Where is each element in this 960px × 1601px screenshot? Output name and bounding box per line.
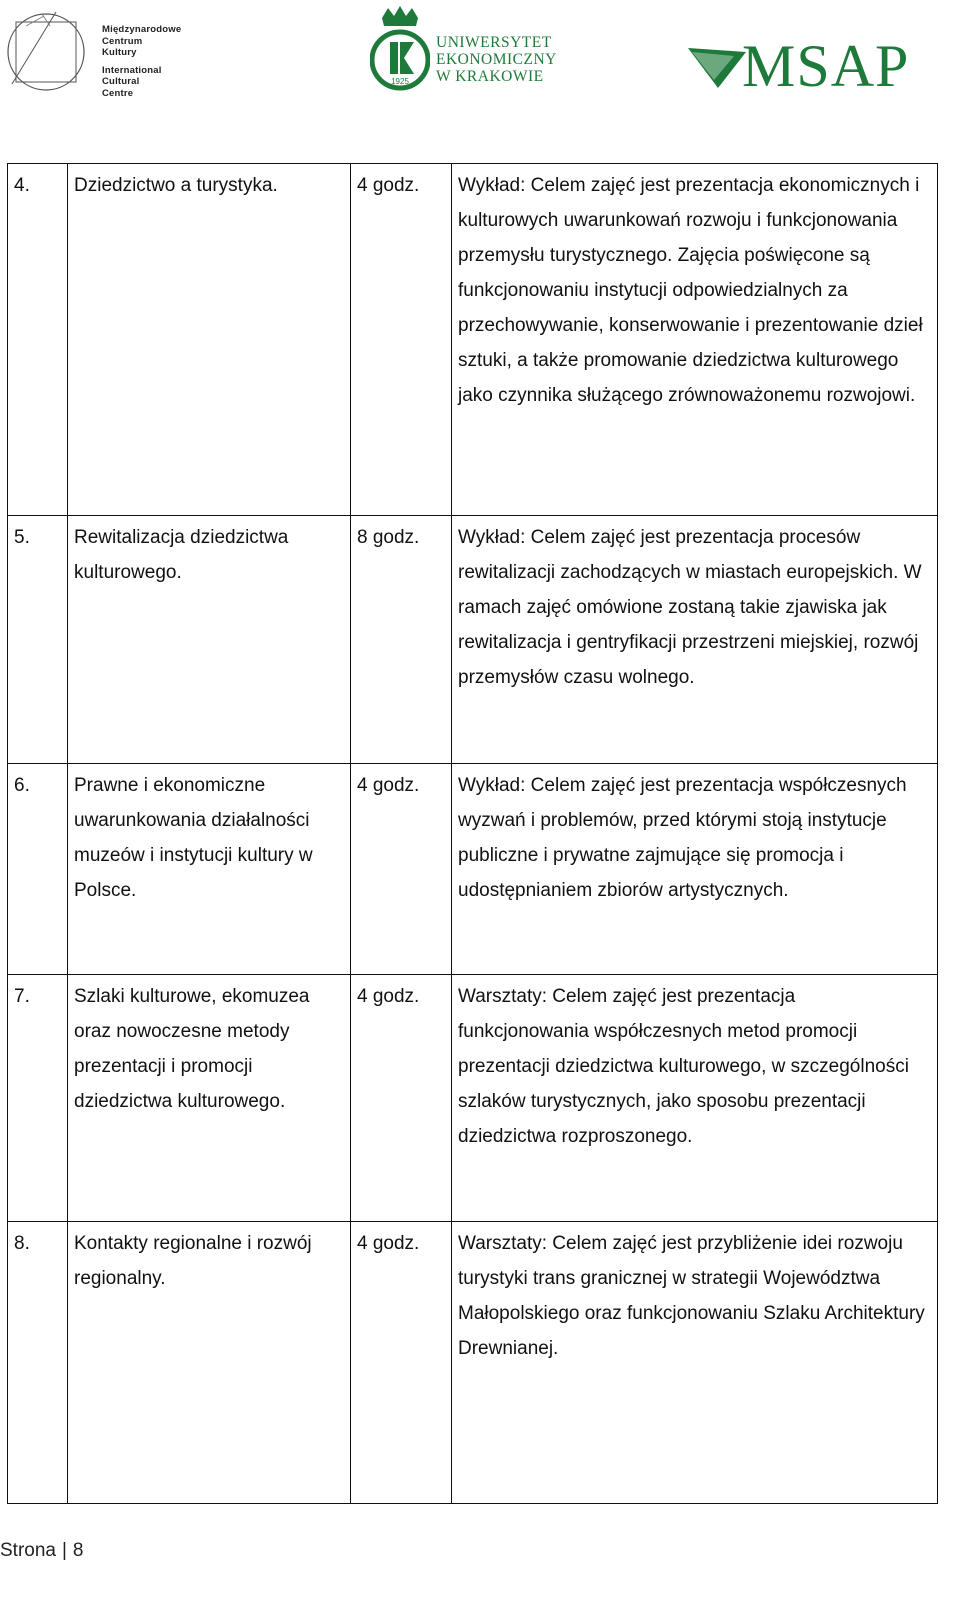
mck-logo-text: Międzynarodowe Centrum Kultury International Cultural Centre: [102, 24, 182, 99]
row-description: Warsztaty: Celem zajęć jest przybliżenie idei rozwoju turystyki trans granicznej w strategii Województwa Małopolskiego oraz funkcjonowaniu Szlaku Architektury Drewnianej.: [452, 1222, 938, 1504]
row-number: 8.: [8, 1222, 68, 1504]
row-hours: 8 godz.: [351, 516, 452, 764]
row-topic: Rewitalizacja dziedzictwa kulturowego.: [68, 516, 351, 764]
row-description: Wykład: Celem zajęć jest prezentacja ekonomicznych i kulturowych uwarunkowań rozwoju i funkcjonowania przemysłu turystycznego. Zajęcia poświęcone są funkcjonowaniu instytucji odpowiedzialnych za przechowywanie, konserwowanie i prezentowanie dzieł sztuki, a także promowanie dziedzictwa kulturowego jako czynnika służącego zrównoważonemu rozwojowi.: [452, 164, 938, 516]
uek-logo: [370, 4, 570, 100]
table-row: [8, 164, 938, 516]
page-header: [0, 0, 960, 110]
row-hours: 4 godz.: [351, 975, 452, 1222]
row-topic: Szlaki kulturowe, ekomuzea oraz nowoczesne metody prezentacji i promocji dziedzictwa kulturowego.: [68, 975, 351, 1222]
row-number: 5.: [8, 516, 68, 764]
row-number: 7.: [8, 975, 68, 1222]
msap-logo-text: MSAP: [742, 33, 910, 99]
row-topic: Kontakty regionalne i rozwój regionalny.: [68, 1222, 351, 1504]
page-separator: |: [61, 1540, 67, 1561]
svg-text:1925: 1925: [391, 77, 409, 86]
row-description: Warsztaty: Celem zajęć jest prezentacja funkcjonowania współczesnych metod promocji prezentacji dziedzictwa kulturowego, w szczególności szlaków turystycznych, jako sposobu prezentacji dziedzictwa rozproszonego.: [452, 975, 938, 1222]
row-description: Wykład: Celem zajęć jest prezentacja procesów rewitalizacji zachodzących w miastach europejskich. W ramach zajęć omówione zostaną takie zjawiska jak rewitalizacja i gentryfikacji przestrzeni miejskiej, rozwój przemysłów czasu wolnego.: [452, 516, 938, 764]
row-hours: 4 godz.: [351, 1222, 452, 1504]
row-topic: Dziedzictwo a turystyka.: [68, 164, 351, 516]
page-footer: [0, 1540, 84, 1562]
table-row: [8, 764, 938, 975]
row-number: 6.: [8, 764, 68, 975]
mck-logo: [4, 6, 194, 98]
table-row: [8, 1222, 938, 1504]
course-table: [7, 163, 938, 1504]
row-hours: 4 godz.: [351, 764, 452, 975]
table-row: [8, 516, 938, 764]
row-topic: Prawne i ekonomiczne uwarunkowania działalności muzeów i instytucji kultury w Polsce.: [68, 764, 351, 975]
row-description: Wykład: Celem zajęć jest prezentacja współczesnych wyzwań i problemów, przed którymi stoją instytucje publiczne i prywatne zajmujące się promocja i udostępnianiem zbiorów artystycznych.: [452, 764, 938, 975]
row-number: 4.: [8, 164, 68, 516]
table-row: [8, 975, 938, 1222]
msap-logo: [688, 33, 938, 100]
page-label: Strona: [0, 1540, 56, 1561]
mck-emblem-icon: [4, 6, 94, 96]
msap-swoosh-icon: [688, 40, 748, 90]
row-hours: 4 godz.: [351, 164, 452, 516]
uek-crest-icon: [370, 4, 430, 96]
uek-logo-text: UNIWERSYTET EKONOMICZNY W KRAKOWIE: [436, 34, 557, 85]
page-number: 8: [72, 1540, 84, 1561]
